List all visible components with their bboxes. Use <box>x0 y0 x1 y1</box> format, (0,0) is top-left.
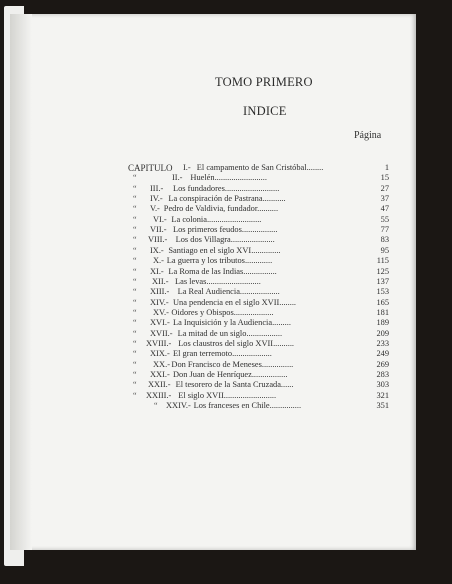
page-number: 115 <box>376 256 389 266</box>
page-number: 47 <box>380 204 389 214</box>
chapter-number: XXI.- <box>150 370 170 379</box>
page-number: 153 <box>376 287 389 297</box>
chapter-number: XII.- <box>152 276 169 286</box>
ditto-mark: “ <box>133 307 137 317</box>
ditto-mark: “ <box>133 183 137 193</box>
ditto-mark: “ <box>133 214 137 224</box>
page-number: 55 <box>380 214 389 224</box>
chapter-number: XIX.- <box>150 349 170 359</box>
chapter-number: VIII.- <box>148 235 168 245</box>
ditto-mark: “ <box>133 390 137 400</box>
page-number: 165 <box>376 297 389 307</box>
chapter-title: Oidores y Obispos................... <box>171 307 274 317</box>
chapter-title: Una pendencia en el siglo XVII........ <box>173 297 297 307</box>
chapter-title: El siglo XVII......................... <box>178 390 277 400</box>
ditto-mark: “ <box>133 349 137 359</box>
ditto-mark: “ <box>133 328 137 338</box>
page-number: 283 <box>376 370 389 379</box>
ditto-mark: “ <box>133 245 137 255</box>
chapter-number: V.- <box>150 204 160 214</box>
volume-heading: TOMO PRIMERO <box>215 75 313 89</box>
page-number: 181 <box>376 307 389 317</box>
chapter-number: VI.- <box>153 214 167 224</box>
chapter-number: XVIII.- <box>146 338 172 348</box>
chapter-title: El tesorero de la Santa Cruzada...... <box>175 380 294 390</box>
page-number: 249 <box>376 349 389 359</box>
chapter-title: Santiago en el siglo XVI.............. <box>168 245 281 255</box>
chapter-number: XVII.- <box>150 328 173 338</box>
page-number: 95 <box>380 245 389 255</box>
page-number: 1 <box>384 163 389 172</box>
index-heading: INDICE <box>243 104 287 118</box>
page-number: 37 <box>380 194 389 204</box>
chapter-title: Don Juan de Henríquez................. <box>173 370 288 379</box>
ditto-mark: “ <box>133 297 137 307</box>
ditto-mark: “ <box>133 173 137 183</box>
chapter-number: VII.- <box>150 225 167 235</box>
page-number: 351 <box>376 401 389 411</box>
chapter-title: La Real Audiencia................... <box>177 287 280 297</box>
chapter-number: X.- <box>153 256 164 266</box>
chapter-label: CAPITULO <box>128 163 173 173</box>
chapter-title: Los dos Villagra..................... <box>175 235 275 245</box>
ditto-mark: “ <box>133 318 137 328</box>
chapter-number: XX.- <box>153 359 170 369</box>
ditto-mark: “ <box>133 287 137 297</box>
chapter-title: El gran terremoto................... <box>173 349 272 359</box>
page-number: 83 <box>380 235 389 245</box>
chapter-number: XXIV.- <box>166 401 191 411</box>
chapter-number: XVI.- <box>150 318 170 328</box>
chapter-number: XXII.- <box>148 380 171 390</box>
chapter-number: IX.- <box>150 245 164 255</box>
ditto-mark: “ <box>133 266 137 276</box>
chapter-title: Los franceses en Chile............... <box>193 401 302 411</box>
page-number: 269 <box>376 359 389 369</box>
ditto-mark: “ <box>133 380 137 390</box>
ditto-mark: “ <box>133 225 137 235</box>
page-number: 15 <box>380 173 389 183</box>
chapter-number: III.- <box>150 183 164 193</box>
chapter-title: La guerra y los tributos............. <box>166 256 273 266</box>
page-number: 125 <box>376 266 389 276</box>
chapter-number: II.- <box>172 173 183 183</box>
ditto-mark: “ <box>133 276 137 286</box>
ditto-mark: “ <box>154 401 158 411</box>
chapter-title: Las levas.......................... <box>175 276 261 286</box>
ditto-mark: “ <box>133 256 137 266</box>
page-number: 137 <box>376 276 389 286</box>
chapter-number: XIII.- <box>150 287 170 297</box>
ditto-mark: “ <box>133 370 137 379</box>
chapter-title: La Inquisición y la Audiencia......... <box>173 318 291 328</box>
ditto-mark: “ <box>133 338 137 348</box>
page-column-label: Página <box>354 130 382 141</box>
chapter-title: La colonia.......................... <box>171 214 262 224</box>
page-number: 27 <box>380 183 389 193</box>
ditto-mark: “ <box>133 194 137 204</box>
chapter-number: I.- <box>183 163 191 172</box>
chapter-title: Los primeros feudos................. <box>173 225 278 235</box>
chapter-number: XXIII.- <box>146 390 172 400</box>
chapter-title: Don Francisco de Meneses............... <box>171 359 294 369</box>
chapter-title: La Roma de las Indias................ <box>168 266 277 276</box>
page-number: 189 <box>376 318 389 328</box>
chapter-title: La mitad de un siglo................. <box>177 328 283 338</box>
page-number: 233 <box>376 338 389 348</box>
chapter-title: Pedro de Valdivia, fundador.......... <box>163 204 279 214</box>
page-number: 209 <box>376 328 389 338</box>
chapter-number: IV.- <box>150 194 163 204</box>
page-number: 77 <box>380 225 389 235</box>
chapter-title: El campamento de San Cristóbal........ <box>196 163 324 172</box>
chapter-number: XIV.- <box>150 297 169 307</box>
chapter-title: La conspiración de Pastrana........... <box>168 194 286 204</box>
page-number: 303 <box>376 380 389 390</box>
ditto-mark: “ <box>133 359 137 369</box>
chapter-number: XI.- <box>150 266 164 276</box>
page-number: 321 <box>376 390 389 400</box>
chapter-number: XV.- <box>153 307 169 317</box>
chapter-title: Los claustros del siglo XVII.......... <box>178 338 295 348</box>
ditto-mark: “ <box>133 235 137 245</box>
chapter-title: Huelén......................... <box>190 173 267 183</box>
chapter-title: Los fundadores.......................... <box>173 183 280 193</box>
ditto-mark: “ <box>133 204 137 214</box>
